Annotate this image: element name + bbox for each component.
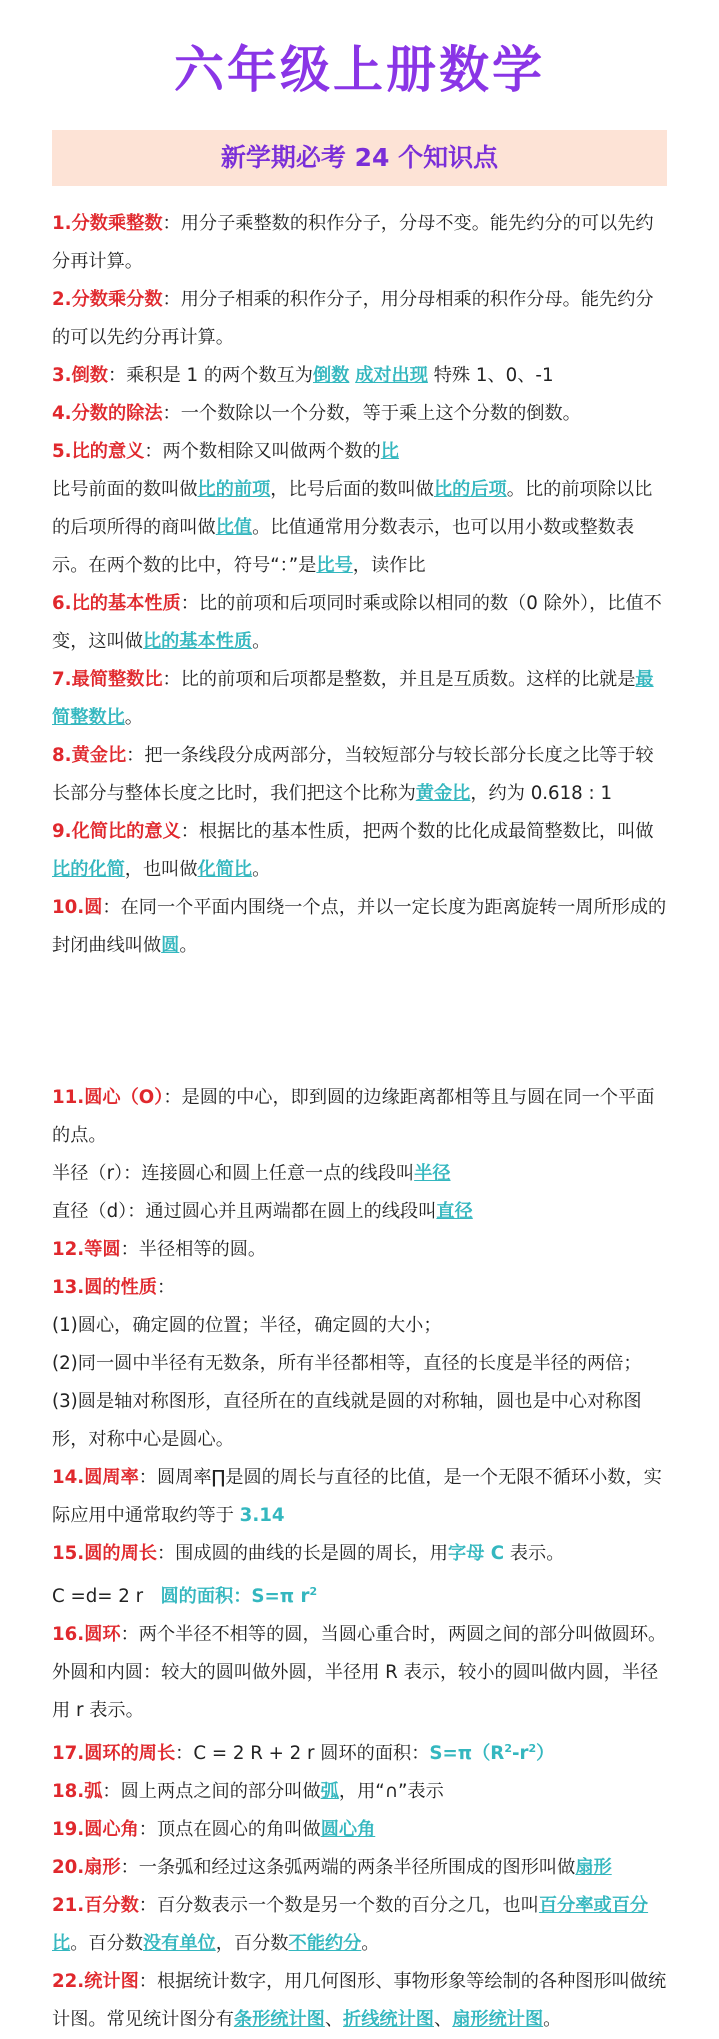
item-4-heading: 4.分数的除法 <box>52 403 163 424</box>
section-gap <box>52 965 670 1079</box>
item-22-sep-1: 、 <box>324 2009 344 2031</box>
item-6-text: ：比的前项和后项同时乘或除以相同的数（0 除外），比值不变，这叫做 <box>52 593 662 652</box>
item-10-heading: 10.圆 <box>52 897 103 918</box>
item-5b-text-2: ，比号后面的数叫做 <box>270 479 434 500</box>
item-5b-text-1: 比号前面的数叫做 <box>52 479 198 500</box>
term-simplify-ratio: 化简比 <box>197 859 253 880</box>
item-19-heading: 19.圆心角 <box>52 1819 139 1841</box>
item-15-formula <box>52 1573 670 1616</box>
item-20-heading: 20.扇形 <box>52 1857 121 1879</box>
knowledge-list <box>52 205 670 2039</box>
item-15-end: 表示。 <box>504 1543 565 1564</box>
item-17-text: ：C = 2 R + 2 r 圆环的面积： <box>175 1743 430 1765</box>
item-5b-text-4: 。比值通常用分数表示，也可以用小数或整数表示。在两个数的比中，符号“：”是 <box>52 517 635 576</box>
term-ratio: 比 <box>380 441 399 462</box>
term-golden-ratio: 黄金比 <box>415 783 471 804</box>
item-9-text-2: ，也叫做 <box>124 859 198 880</box>
term-line-chart: 折线统计图 <box>343 2009 434 2031</box>
item-5-heading: 5.比的意义 <box>52 441 145 462</box>
formula-circumference: C =d= 2 r <box>52 1586 161 1608</box>
term-reciprocal: 倒数 <box>312 365 350 386</box>
item-16-heading: 16.圆环 <box>52 1624 121 1646</box>
term-sector: 扇形 <box>575 1857 612 1879</box>
item-11-heading: 11.圆心（O） <box>52 1087 164 1108</box>
term-pie-chart: 扇形统计图 <box>452 2009 544 2031</box>
term-central-angle: 圆心角 <box>320 1819 376 1841</box>
term-ratio-sign: 比号 <box>316 555 353 576</box>
term-bar-chart: 条形统计图 <box>233 2009 325 2031</box>
item-3-heading: 3.倒数 <box>52 365 108 386</box>
item-1-heading: 1.分数乘整数 <box>52 213 163 234</box>
item-3 <box>52 357 670 395</box>
item-5b-text-3: 。比的前项除以比的后项所得的商叫做 <box>52 479 653 538</box>
item-11c-text: 直径（d）：通过圆心并且两端都在圆上的线段叫 <box>52 1201 437 1222</box>
item-13-point-1: (1)圆心，确定圆的位置；半径，确定圆的大小； <box>52 1315 442 1336</box>
formula-ring-area-2: -r <box>511 1743 529 1765</box>
item-2-text: ：用分子相乘的积作分子，用分母相乘的积作分母。能先约分的可以先约分再计算。 <box>52 289 654 348</box>
formula-ring-area-1: S=π（R <box>429 1743 505 1765</box>
item-22-text: ：根据统计数字，用几何图形、事物形象等绘制的各种图形叫做统计图。常见统计图分有 <box>52 1971 667 2031</box>
item-13-heading: 13.圆的性质 <box>52 1277 157 1298</box>
item-13-text: ： <box>156 1277 176 1298</box>
item-19-text: ：顶点在圆心的角叫做 <box>138 1819 321 1841</box>
item-13-point-3: (3)圆是轴对称图形，直径所在的直线就是圆的对称轴，圆也是中心对称图形，对称中心是圆心。 <box>52 1391 642 1450</box>
item-10-end: 。 <box>179 935 198 956</box>
item-22-heading: 22.统计图 <box>52 1971 139 1993</box>
formula-ring-area-exp-1: 2 <box>504 1742 512 1756</box>
term-consequent: 比的后项 <box>433 479 507 500</box>
item-7-heading: 7.最简整数比 <box>52 669 163 690</box>
item-13-point-2: (2)同一圆中半径有无数条，所有半径都相等，直径的长度是半径的两倍； <box>52 1353 642 1374</box>
item-18-heading: 18.弧 <box>52 1781 103 1803</box>
item-14-heading: 14.圆周率 <box>52 1467 139 1488</box>
item-12-heading: 12.等圆 <box>52 1239 121 1260</box>
item-14-text: ：圆周率∏是圆的周长与直径的比值，是一个无限不循环小数，实际应用中通常取约等于 <box>52 1467 662 1526</box>
item-5-text: ：两个数相除又叫做两个数的 <box>144 441 381 462</box>
item-2-heading: 2.分数乘分数 <box>52 289 163 310</box>
item-12 <box>52 1231 670 1269</box>
item-13 <box>52 1269 670 1307</box>
item-7-end: 。 <box>124 707 143 728</box>
item-8 <box>52 737 670 813</box>
item-22-end: 。 <box>543 2009 562 2031</box>
item-11b-text: 半径（r）：连接圆心和圆上任意一点的线段叫 <box>52 1163 415 1184</box>
item-15-text: ：围成圆的曲线的长是圆的周长，用 <box>156 1543 448 1564</box>
term-ratio-value: 比值 <box>215 517 253 538</box>
item-21-text: ：百分数表示一个数是另一个数的百分之几，也叫 <box>138 1895 539 1917</box>
item-10 <box>52 889 670 965</box>
item-18-end: ，用“∩”表示 <box>338 1781 444 1803</box>
item-11 <box>52 1079 670 1155</box>
term-percentage-rate: 百分率或百分比 <box>52 1895 649 1955</box>
item-1 <box>52 205 670 281</box>
item-21 <box>52 1887 670 1963</box>
item-8-text: ：把一条线段分成两部分，当较短部分与较长部分长度之比等于较长部分与整体长度之比时，我们把这个比称为 <box>52 745 654 804</box>
item-8-heading: 8.黄金比 <box>52 745 127 766</box>
item-2 <box>52 281 670 357</box>
formula-circle-area: 圆的面积：S=π r <box>160 1586 310 1608</box>
item-9-heading: 9.化简比的意义 <box>52 821 181 842</box>
item-9 <box>52 813 670 889</box>
item-18 <box>52 1773 670 1811</box>
term-paired: 成对出现 <box>355 365 428 386</box>
formula-circle-area-exp: 2 <box>309 1585 318 1598</box>
page-subtitle: 新学期必考 24 个知识点 <box>52 130 667 186</box>
item-19 <box>52 1811 670 1849</box>
item-6 <box>52 585 670 661</box>
item-9-text: ：根据比的基本性质，把两个数的比化成最简整数比，叫做 <box>180 821 654 842</box>
term-ratio-property: 比的基本性质 <box>142 631 253 652</box>
item-1-text: ：用分子乘整数的积作分子，分母不变。能先约分的可以先约分再计算。 <box>52 213 654 272</box>
item-4 <box>52 395 670 433</box>
formula-ring-area-exp-2: 2 <box>528 1742 537 1756</box>
item-15-heading: 15.圆的周长 <box>52 1543 157 1564</box>
item-5-detail <box>52 471 670 585</box>
item-17-heading: 17.圆环的周长 <box>52 1743 176 1765</box>
term-circle: 圆 <box>161 935 180 956</box>
item-7-text: ：比的前项和后项都是整数，并且是互质数。这样的比就是 <box>162 669 636 690</box>
term-antecedent: 比的前项 <box>197 479 271 500</box>
item-16-text: ：两个半径不相等的圆，当圆心重合时，两圆之间的部分叫做圆环。外圆和内圆：较大的圆叫做外圆，半径用 R 表示，较小的圆叫做内圆，半径用 r 表示。 <box>52 1624 667 1722</box>
item-6-end: 。 <box>252 631 271 652</box>
item-21-heading: 21.百分数 <box>52 1895 139 1917</box>
term-ratio-simplification: 比的化简 <box>52 859 125 880</box>
term-no-reduction: 不能约分 <box>288 1933 362 1955</box>
term-simplest-ratio: 最简整数比 <box>52 669 654 728</box>
item-22 <box>52 1963 670 2039</box>
item-18-text: ：圆上两点之间的部分叫做 <box>102 1781 321 1803</box>
formula-ring-area-3: ） <box>536 1743 555 1765</box>
item-4-text: ：一个数除以一个分数，等于乘上这个分数的倒数。 <box>162 403 581 424</box>
term-no-unit: 没有单位 <box>142 1933 216 1955</box>
term-diameter: 直径 <box>436 1201 473 1222</box>
item-5b-text-5: ，读作比 <box>352 555 426 576</box>
item-11-text: ：是圆的中心，即到圆的边缘距离都相等且与圆在同一个平面的点。 <box>52 1087 655 1146</box>
term-letter-c: 字母 C <box>448 1543 505 1564</box>
item-8-end: ，约为 0.618 : 1 <box>470 783 613 804</box>
item-11-diameter <box>52 1193 670 1231</box>
item-21-text-3: ，百分数 <box>215 1933 289 1955</box>
item-21-end: 。 <box>361 1933 380 1955</box>
item-15 <box>52 1535 670 1573</box>
item-3-text-2: 特殊 1、0、-1 <box>427 365 554 386</box>
item-12-text: ：半径相等的圆。 <box>120 1239 267 1260</box>
item-20-text: ：一条弧和经过这条弧两端的两条半径所围成的图形叫做 <box>120 1857 576 1879</box>
item-3-text: ：乘积是 1 的两个数互为 <box>107 365 313 386</box>
term-arc: 弧 <box>320 1781 339 1803</box>
item-21-text-2: 。百分数 <box>70 1933 143 1955</box>
item-6-heading: 6.比的基本性质 <box>52 593 181 614</box>
item-5 <box>52 433 670 471</box>
page-title: 六年级上册数学 <box>174 41 545 99</box>
term-pi-value: 3.14 <box>239 1505 285 1526</box>
item-10-text: ：在同一个平面内围绕一个点，并以一定长度为距离旋转一周所形成的封闭曲线叫做 <box>52 897 667 956</box>
item-11-radius <box>52 1155 670 1193</box>
item-16 <box>52 1616 670 1730</box>
term-radius: 半径 <box>414 1163 451 1184</box>
item-9-end: 。 <box>252 859 271 880</box>
item-22-sep-2: 、 <box>434 2009 453 2031</box>
item-7 <box>52 661 670 737</box>
item-14 <box>52 1459 670 1535</box>
item-20 <box>52 1849 670 1887</box>
item-17 <box>52 1730 670 1773</box>
